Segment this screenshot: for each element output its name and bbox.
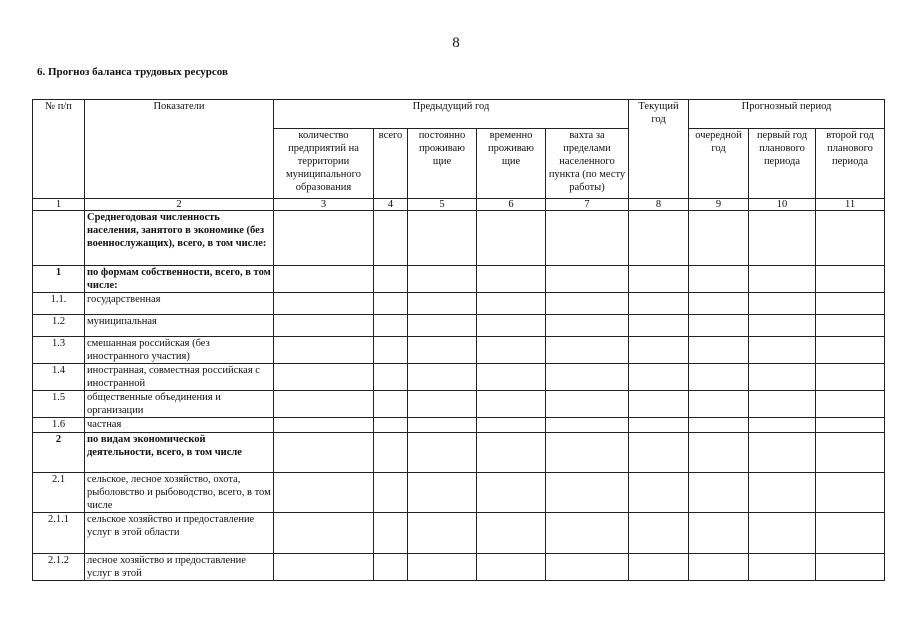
- value-cell[interactable]: [274, 554, 374, 581]
- value-cell[interactable]: [374, 473, 408, 513]
- value-cell[interactable]: [274, 337, 374, 364]
- value-cell[interactable]: [629, 391, 689, 418]
- header-plan-year-2: второй год планового периода: [816, 129, 885, 199]
- value-cell[interactable]: [546, 554, 629, 581]
- value-cell[interactable]: [629, 315, 689, 337]
- header-total: всего: [374, 129, 408, 199]
- value-cell[interactable]: [749, 473, 816, 513]
- column-number: 10: [749, 199, 816, 211]
- value-cell[interactable]: [749, 293, 816, 315]
- value-cell[interactable]: [408, 554, 477, 581]
- header-indicators: Показатели: [85, 100, 274, 199]
- value-cell[interactable]: [274, 513, 374, 554]
- column-number: 2: [85, 199, 274, 211]
- value-cell[interactable]: [629, 364, 689, 391]
- value-cell[interactable]: [749, 513, 816, 554]
- value-cell[interactable]: [749, 337, 816, 364]
- value-cell[interactable]: [689, 554, 749, 581]
- row-label: сельское, лесное хозяйство, охота, рыболовство и рыбоводство, всего, в том числе: [85, 473, 274, 513]
- value-cell[interactable]: [749, 418, 816, 433]
- value-cell[interactable]: [689, 433, 749, 473]
- value-cell[interactable]: [689, 364, 749, 391]
- value-cell[interactable]: [749, 364, 816, 391]
- value-cell[interactable]: [629, 473, 689, 513]
- value-cell[interactable]: [689, 266, 749, 293]
- header-shift: вахта за пределами населенного пункта (по месту работы): [546, 129, 629, 199]
- value-cell[interactable]: [816, 433, 885, 473]
- row-label: иностранная, совместная российская с иностранной: [85, 364, 274, 391]
- value-cell[interactable]: [749, 211, 816, 266]
- value-cell[interactable]: [374, 554, 408, 581]
- value-cell[interactable]: [546, 364, 629, 391]
- table-row: [33, 266, 885, 293]
- value-cell[interactable]: [477, 433, 546, 473]
- table-row: [33, 211, 885, 266]
- page-number: 8: [452, 35, 460, 51]
- value-cell[interactable]: [689, 315, 749, 337]
- value-cell[interactable]: [546, 211, 629, 266]
- value-cell[interactable]: [546, 433, 629, 473]
- row-label: муниципальная: [85, 315, 274, 337]
- header-forecast-period: Прогнозный период: [689, 100, 885, 129]
- value-cell[interactable]: [477, 293, 546, 315]
- value-cell[interactable]: [274, 433, 374, 473]
- table-row: [33, 473, 885, 513]
- row-number: 1.2: [33, 315, 85, 337]
- column-number: 3: [274, 199, 374, 211]
- value-cell[interactable]: [689, 513, 749, 554]
- header-previous-year: Предыдущий год: [274, 100, 629, 129]
- value-cell[interactable]: [477, 473, 546, 513]
- value-cell[interactable]: [689, 391, 749, 418]
- table-row: [33, 554, 885, 581]
- value-cell[interactable]: [546, 293, 629, 315]
- value-cell[interactable]: [408, 315, 477, 337]
- value-cell[interactable]: [689, 418, 749, 433]
- header-permanent: постоянно проживаю щие: [408, 129, 477, 199]
- value-cell[interactable]: [274, 391, 374, 418]
- value-cell[interactable]: [408, 364, 477, 391]
- value-cell[interactable]: [689, 473, 749, 513]
- column-number: 4: [374, 199, 408, 211]
- value-cell[interactable]: [408, 513, 477, 554]
- value-cell[interactable]: [816, 473, 885, 513]
- header-temporary: временно проживаю щие: [477, 129, 546, 199]
- row-label: Среднегодовая численность населения, занятого в экономике (без военнослужащих), всего, в том числе:: [85, 211, 274, 266]
- row-number: 1.3: [33, 337, 85, 364]
- row-label: государственная: [85, 293, 274, 315]
- value-cell[interactable]: [546, 266, 629, 293]
- column-number: 7: [546, 199, 629, 211]
- value-cell[interactable]: [546, 391, 629, 418]
- value-cell[interactable]: [477, 364, 546, 391]
- table-row: [33, 293, 885, 315]
- value-cell[interactable]: [749, 315, 816, 337]
- value-cell[interactable]: [374, 293, 408, 315]
- header-enterprises: количество предприятий на территории муниципального образования: [274, 129, 374, 199]
- value-cell[interactable]: [374, 266, 408, 293]
- table-row: [33, 418, 885, 433]
- value-cell[interactable]: [629, 337, 689, 364]
- value-cell[interactable]: [629, 418, 689, 433]
- row-number: 2.1.1: [33, 513, 85, 554]
- value-cell[interactable]: [816, 364, 885, 391]
- table-row: [33, 391, 885, 418]
- value-cell[interactable]: [408, 293, 477, 315]
- header-next-year: очередной год: [689, 129, 749, 199]
- row-number: 1.6: [33, 418, 85, 433]
- row-number: 2: [33, 433, 85, 473]
- value-cell[interactable]: [274, 293, 374, 315]
- header-plan-year-1: первый год планового периода: [749, 129, 816, 199]
- row-number: 2.1: [33, 473, 85, 513]
- value-cell[interactable]: [374, 433, 408, 473]
- row-number: 2.1.2: [33, 554, 85, 581]
- value-cell[interactable]: [408, 211, 477, 266]
- value-cell[interactable]: [689, 211, 749, 266]
- value-cell[interactable]: [546, 418, 629, 433]
- value-cell[interactable]: [408, 391, 477, 418]
- column-number: 1: [33, 199, 85, 211]
- row-number: 1.4: [33, 364, 85, 391]
- value-cell[interactable]: [374, 364, 408, 391]
- column-number: 6: [477, 199, 546, 211]
- value-cell[interactable]: [629, 266, 689, 293]
- value-cell[interactable]: [274, 418, 374, 433]
- value-cell[interactable]: [408, 418, 477, 433]
- column-number: 5: [408, 199, 477, 211]
- table-row: [33, 364, 885, 391]
- value-cell[interactable]: [816, 315, 885, 337]
- header-no: № п/п: [33, 100, 85, 199]
- value-cell[interactable]: [546, 337, 629, 364]
- value-cell[interactable]: [749, 391, 816, 418]
- value-cell[interactable]: [629, 513, 689, 554]
- value-cell[interactable]: [477, 418, 546, 433]
- value-cell[interactable]: [629, 211, 689, 266]
- section-title: 6. Прогноз баланса трудовых ресурсов: [37, 66, 228, 78]
- row-label: частная: [85, 418, 274, 433]
- value-cell[interactable]: [629, 293, 689, 315]
- table-row: [33, 337, 885, 364]
- value-cell[interactable]: [477, 266, 546, 293]
- value-cell[interactable]: [629, 554, 689, 581]
- value-cell[interactable]: [816, 337, 885, 364]
- value-cell[interactable]: [274, 364, 374, 391]
- value-cell[interactable]: [477, 337, 546, 364]
- value-cell[interactable]: [689, 337, 749, 364]
- column-number: 9: [689, 199, 749, 211]
- value-cell[interactable]: [546, 513, 629, 554]
- value-cell[interactable]: [374, 418, 408, 433]
- value-cell[interactable]: [477, 391, 546, 418]
- value-cell[interactable]: [408, 266, 477, 293]
- row-label: по формам собственности, всего, в том числе:: [85, 266, 274, 293]
- row-number: 1.5: [33, 391, 85, 418]
- value-cell[interactable]: [408, 337, 477, 364]
- table-row: [33, 433, 885, 473]
- labor-balance-table: [32, 99, 885, 581]
- value-cell[interactable]: [274, 211, 374, 266]
- value-cell[interactable]: [477, 513, 546, 554]
- value-cell[interactable]: [749, 554, 816, 581]
- row-label: сельское хозяйство и предоставление услуг в этой области: [85, 513, 274, 554]
- value-cell[interactable]: [816, 391, 885, 418]
- value-cell[interactable]: [546, 315, 629, 337]
- value-cell[interactable]: [477, 315, 546, 337]
- value-cell[interactable]: [546, 473, 629, 513]
- value-cell[interactable]: [689, 293, 749, 315]
- value-cell[interactable]: [629, 433, 689, 473]
- value-cell[interactable]: [408, 473, 477, 513]
- value-cell[interactable]: [816, 513, 885, 554]
- row-label: по видам экономической деятельности, всего, в том числе: [85, 433, 274, 473]
- value-cell[interactable]: [374, 211, 408, 266]
- value-cell[interactable]: [816, 418, 885, 433]
- row-label: общественные объединения и организации: [85, 391, 274, 418]
- value-cell[interactable]: [274, 315, 374, 337]
- value-cell[interactable]: [374, 513, 408, 554]
- column-number-row: [33, 199, 885, 211]
- value-cell[interactable]: [477, 554, 546, 581]
- value-cell[interactable]: [816, 554, 885, 581]
- column-number: 11: [816, 199, 885, 211]
- value-cell[interactable]: [274, 266, 374, 293]
- row-number: 1.1.: [33, 293, 85, 315]
- value-cell[interactable]: [374, 315, 408, 337]
- row-label: лесное хозяйство и предоставление услуг в этой: [85, 554, 274, 581]
- table-row: [33, 513, 885, 554]
- value-cell[interactable]: [477, 211, 546, 266]
- value-cell[interactable]: [816, 293, 885, 315]
- value-cell[interactable]: [408, 433, 477, 473]
- value-cell[interactable]: [749, 266, 816, 293]
- table-body: [33, 211, 885, 581]
- row-label: смешанная российская (без иностранного участия): [85, 337, 274, 364]
- value-cell[interactable]: [374, 337, 408, 364]
- table-row: [33, 315, 885, 337]
- column-number: 8: [629, 199, 689, 211]
- value-cell[interactable]: [274, 473, 374, 513]
- value-cell[interactable]: [374, 391, 408, 418]
- header-current-year: Текущий год: [629, 100, 689, 199]
- value-cell[interactable]: [749, 433, 816, 473]
- row-number: [33, 211, 85, 266]
- value-cell[interactable]: [816, 211, 885, 266]
- row-number: 1: [33, 266, 85, 293]
- value-cell[interactable]: [816, 266, 885, 293]
